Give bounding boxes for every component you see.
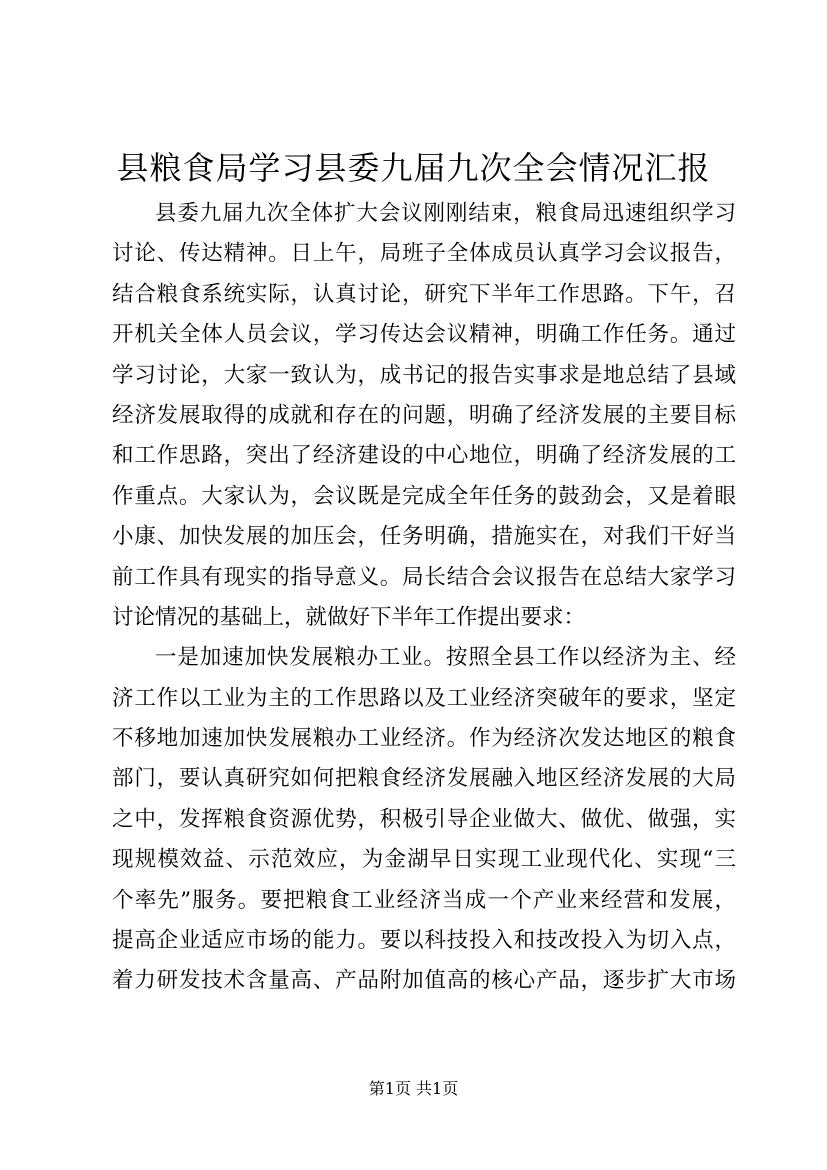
paragraph-1-line-3: 结合粮食系统实际，认真讨论，研究下半年工作思路。下午，召	[112, 281, 736, 307]
paragraph-1-line-4: 开机关全体人员会议，学习传达会议精神，明确工作任务。通过	[112, 322, 736, 348]
paragraph-2-line-2: 济工作以工业为主的工作思路以及工业经济突破年的要求，坚定	[112, 685, 736, 711]
paragraph-1-line-8: 作重点。大家认为，会议既是完成全年任务的鼓劲会，又是着眼	[112, 483, 736, 509]
paragraph-2-line-1: 一是加速加快发展粮办工业。按照全县工作以经济为主、经	[155, 645, 736, 671]
document-title: 县粮食局学习县委九届九次全会情况汇报	[116, 149, 711, 187]
paragraph-1-line-9: 小康、加快发展的加压会，任务明确，措施实在，对我们干好当	[112, 524, 736, 550]
paragraph-2-line-6: 现规模效益、示范效应，为金湖早日实现工业现代化、实现“三	[112, 847, 736, 873]
paragraph-2-line-8: 提高企业适应市场的能力。要以科技投入和技改投入为切入点，	[112, 928, 736, 954]
paragraph-2-line-7: 个率先”服务。要把粮食工业经济当成一个产业来经营和发展，	[112, 887, 736, 913]
paragraph-1-line-7: 和工作思路，突出了经济建设的中心地位，明确了经济发展的工	[112, 443, 736, 469]
paragraph-1-line-10: 前工作具有现实的指导意义。局长结合会议报告在总结大家学习	[112, 564, 736, 590]
paragraph-2-line-3: 不移地加速加快发展粮办工业经济。作为经济次发达地区的粮食	[112, 726, 736, 752]
paragraph-2-line-5: 之中，发挥粮食资源优势，积极引导企业做大、做优、做强，实	[112, 806, 736, 832]
paragraph-1-line-1: 县委九届九次全体扩大会议刚刚结束，粮食局迅速组织学习	[155, 201, 736, 226]
paragraph-2-line-9: 着力研发技术含量高、产品附加值高的核心产品，逐步扩大市场	[112, 968, 736, 994]
paragraph-1-line-11: 讨论情况的基础上，就做好下半年工作提出要求：	[112, 604, 586, 630]
paragraph-1-line-6: 经济发展取得的成就和存在的问题，明确了经济发展的主要目标	[112, 402, 736, 428]
paragraph-1-line-2: 讨论、传达精神。日上午，局班子全体成员认真学习会议报告，	[112, 241, 736, 267]
paragraph-2-line-4: 部门，要认真研究如何把粮食经济发展融入地区经济发展的大局	[112, 766, 736, 792]
paragraph-1-line-5: 学习讨论，大家一致认为，成书记的报告实事求是地总结了县域	[112, 362, 736, 388]
document-body	[112, 194, 736, 1002]
page-footer: 第1页 共1页	[368, 1079, 459, 1098]
